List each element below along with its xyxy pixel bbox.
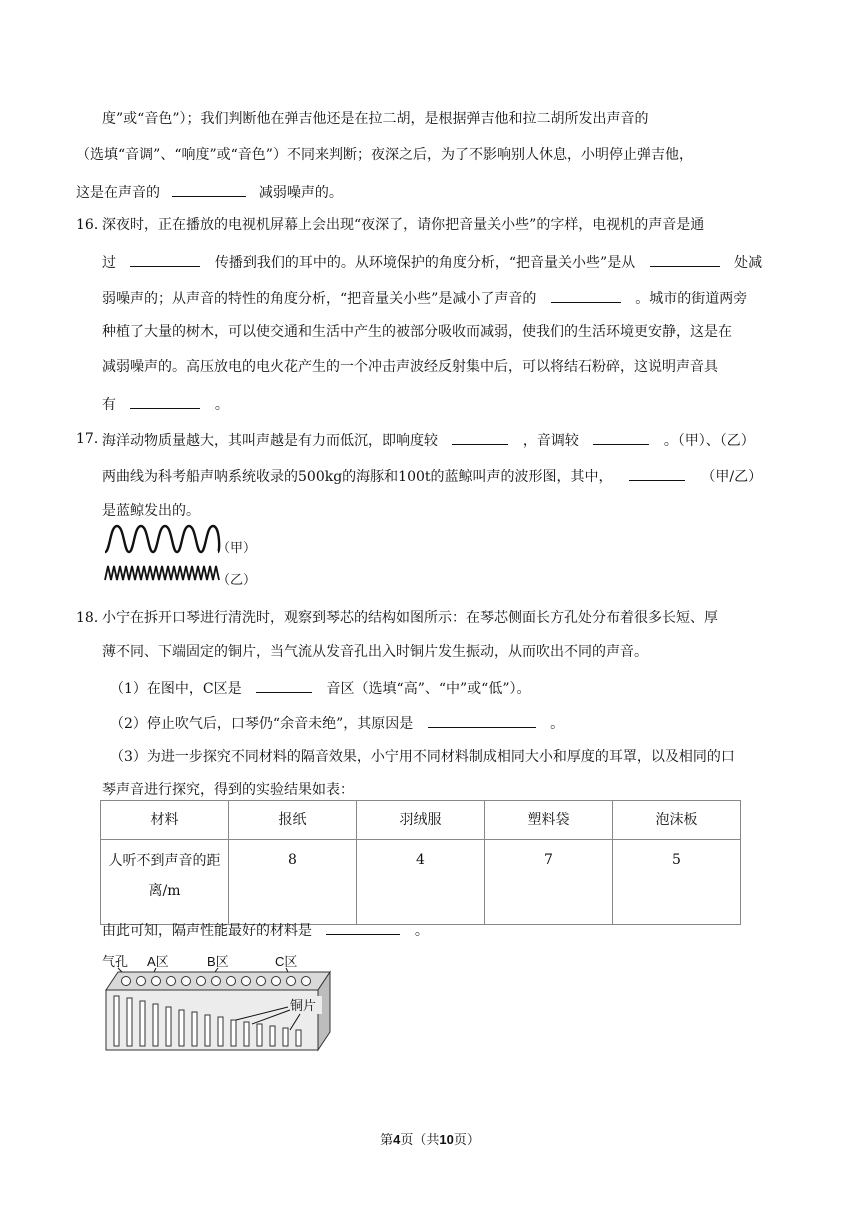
label-zone-c: C区 <box>275 954 298 969</box>
air-hole <box>167 977 176 986</box>
page-footer <box>0 1131 860 1150</box>
reed <box>283 1028 288 1046</box>
answer-blank[interactable] <box>256 677 312 693</box>
text: 。（甲）、（乙） <box>663 433 755 449</box>
text: 是蓝鲸发出的。 <box>102 503 200 519</box>
text: （1）在图中，C区是 <box>110 681 242 697</box>
table-header-cell: 报纸 <box>229 801 357 840</box>
text: 减弱噪声的。高压放电的电火花产生的一个冲击声波经反射集中后，可以将结石粉碎，这说明声音具 <box>102 359 718 375</box>
text: 度”或“音色”）；我们判断他在弹吉他还是在拉二胡，是根据弹吉他和拉二胡所发出声音的 <box>102 111 649 127</box>
text: 海洋动物质量越大，其叫声越是有力而低沉，即响度较 <box>102 433 438 449</box>
table-header-cell: 材料 <box>101 801 229 840</box>
text: 小宁在拆开口琴进行清洗时，观察到琴芯的结构如图所示：在琴芯侧面长方孔处分布着很多长短、厚 <box>102 610 718 626</box>
table-header-cell: 泡沫板 <box>613 801 741 840</box>
text: 过 <box>102 255 116 271</box>
reed <box>257 1024 262 1046</box>
q18-conclusion <box>102 919 429 941</box>
answer-blank[interactable] <box>629 465 685 481</box>
reed <box>140 1001 145 1046</box>
footer-text: 页（共 <box>400 1133 440 1148</box>
table-row-label <box>101 840 229 925</box>
text: 音区（选填“高”、“中”或“低”）。 <box>326 681 531 697</box>
answer-blank[interactable] <box>130 393 200 409</box>
page-total: 10 <box>439 1132 454 1147</box>
text: 传播到我们的耳中的。从环境保护的角度分析，“把音量关小些”是从 <box>214 255 636 271</box>
label-copper-reed: 铜片 <box>290 998 317 1013</box>
q16-line-2 <box>102 251 762 273</box>
answer-blank[interactable] <box>172 181 246 197</box>
table-cell: 8 <box>229 840 357 925</box>
label-jia: （甲） <box>217 540 257 555</box>
label-yi: （乙） <box>217 572 257 587</box>
footer-text: 第 <box>380 1133 394 1148</box>
text: 。 <box>550 716 565 732</box>
waveform-figure <box>100 518 260 588</box>
q17-line-1 <box>102 429 755 451</box>
q16-line-4 <box>102 322 732 342</box>
air-hole <box>137 977 146 986</box>
table-cell: 7 <box>485 840 613 925</box>
question-number-16: 16． <box>76 217 108 233</box>
air-hole <box>197 977 206 986</box>
reed <box>153 1004 158 1046</box>
air-hole <box>122 977 131 986</box>
waveform-jia <box>105 526 219 552</box>
q18-sub-2 <box>110 712 564 734</box>
answer-blank[interactable] <box>593 429 649 445</box>
text: 处减 <box>734 255 763 271</box>
reed <box>127 998 132 1046</box>
label-zone-a: A区 <box>147 954 169 969</box>
text: 琴声音进行探究，得到的实验结果如表： <box>102 782 354 798</box>
results-table <box>100 800 741 925</box>
reed <box>114 996 119 1046</box>
q16-line-5 <box>102 357 718 377</box>
text: 深夜时，正在播放的电视机屏幕上会出现“夜深了，请你把音量关小些”的字样，电视机的声音是通 <box>102 217 705 233</box>
reed <box>244 1022 249 1046</box>
text: 种植了大量的树木，可以使交通和生活中产生的被部分吸收而减弱，使我们的生活环境更安静，这是在 <box>102 324 732 340</box>
reed <box>192 1012 197 1046</box>
text: 减弱噪声的。 <box>258 185 343 201</box>
footer-text: 页） <box>453 1133 480 1148</box>
reed <box>205 1015 210 1046</box>
text: 由此可知，隔声性能最好的材料是 <box>102 923 312 939</box>
question-number-17: 17． <box>76 431 108 447</box>
air-hole <box>242 977 251 986</box>
air-hole <box>272 977 281 986</box>
text: （2）停止吹气后，口琴仍“余音未绝”，其原因是 <box>110 716 414 732</box>
air-hole <box>227 977 236 986</box>
text: 两曲线为科考船声呐系统收录的500kg的海豚和100t的蓝鲸叫声的波形图，其中， <box>102 469 613 485</box>
q15-line-1 <box>102 109 648 129</box>
waveform-yi <box>105 566 219 580</box>
q18-sub-3 <box>110 747 735 767</box>
text: （甲/乙） <box>701 469 763 485</box>
text: 这是在声音的 <box>76 185 160 201</box>
q16-line-1 <box>102 215 704 235</box>
reed <box>296 1030 301 1046</box>
air-hole <box>257 977 266 986</box>
air-hole <box>302 977 311 986</box>
table-cell: 5 <box>613 840 741 925</box>
q15-line-3 <box>76 181 343 203</box>
reed <box>218 1017 223 1046</box>
page-number: 4 <box>393 1132 401 1147</box>
reed <box>179 1010 184 1046</box>
air-hole <box>287 977 296 986</box>
q18-line-2 <box>102 642 648 662</box>
air-hole <box>182 977 191 986</box>
reed <box>166 1007 171 1046</box>
q18-sub-1 <box>110 677 530 699</box>
answer-blank[interactable] <box>130 251 200 267</box>
text: 薄不同、下端固定的铜片，当气流从发音孔出入时铜片发生振动，从而吹出不同的声音。 <box>102 644 648 660</box>
text: ，音调较 <box>522 433 579 449</box>
harmonica-figure <box>100 950 340 1055</box>
text: 。 <box>414 923 429 939</box>
q18-line-1 <box>102 608 718 628</box>
label-air-hole: 气孔 <box>102 954 129 969</box>
table-header-row <box>101 801 741 840</box>
air-hole <box>152 977 161 986</box>
label-zone-b: B区 <box>207 954 229 969</box>
answer-blank[interactable] <box>428 712 536 728</box>
q17-line-2 <box>102 465 762 487</box>
answer-blank[interactable] <box>326 919 400 935</box>
row-label-line-2: 离/m <box>148 883 181 899</box>
q15-line-2 <box>76 145 693 165</box>
text: （3）为进一步探究不同材料的隔音效果，小宁用不同材料制成相同大小和厚度的耳罩，以及相同的口 <box>110 749 735 765</box>
text: 。城市的街道两旁 <box>635 291 748 307</box>
text: 弱噪声的；从声音的特性的角度分析，“把音量关小些”是减小了声音的 <box>102 291 537 307</box>
table-cell: 4 <box>357 840 485 925</box>
table-row <box>101 840 741 925</box>
question-number-18: 18． <box>76 610 108 626</box>
q16-line-3 <box>102 287 747 309</box>
q18-sub-3-cont <box>102 780 354 800</box>
table-header-cell: 羽绒服 <box>357 801 485 840</box>
reed <box>231 1020 236 1046</box>
q16-line-6 <box>102 393 229 415</box>
reed <box>270 1026 275 1046</box>
air-hole <box>212 977 221 986</box>
text: 。 <box>214 397 229 413</box>
answer-blank[interactable] <box>452 429 508 445</box>
row-label-line-1: 人听不到声音的距 <box>108 853 221 869</box>
text: 有 <box>102 397 116 413</box>
table-header-cell: 塑料袋 <box>485 801 613 840</box>
answer-blank[interactable] <box>650 251 720 267</box>
answer-blank[interactable] <box>551 287 621 303</box>
text: （选填“音调”、“响度”或“音色”）不同来判断；夜深之后，为了不影响别人休息，小明停止弹吉他， <box>76 147 693 163</box>
